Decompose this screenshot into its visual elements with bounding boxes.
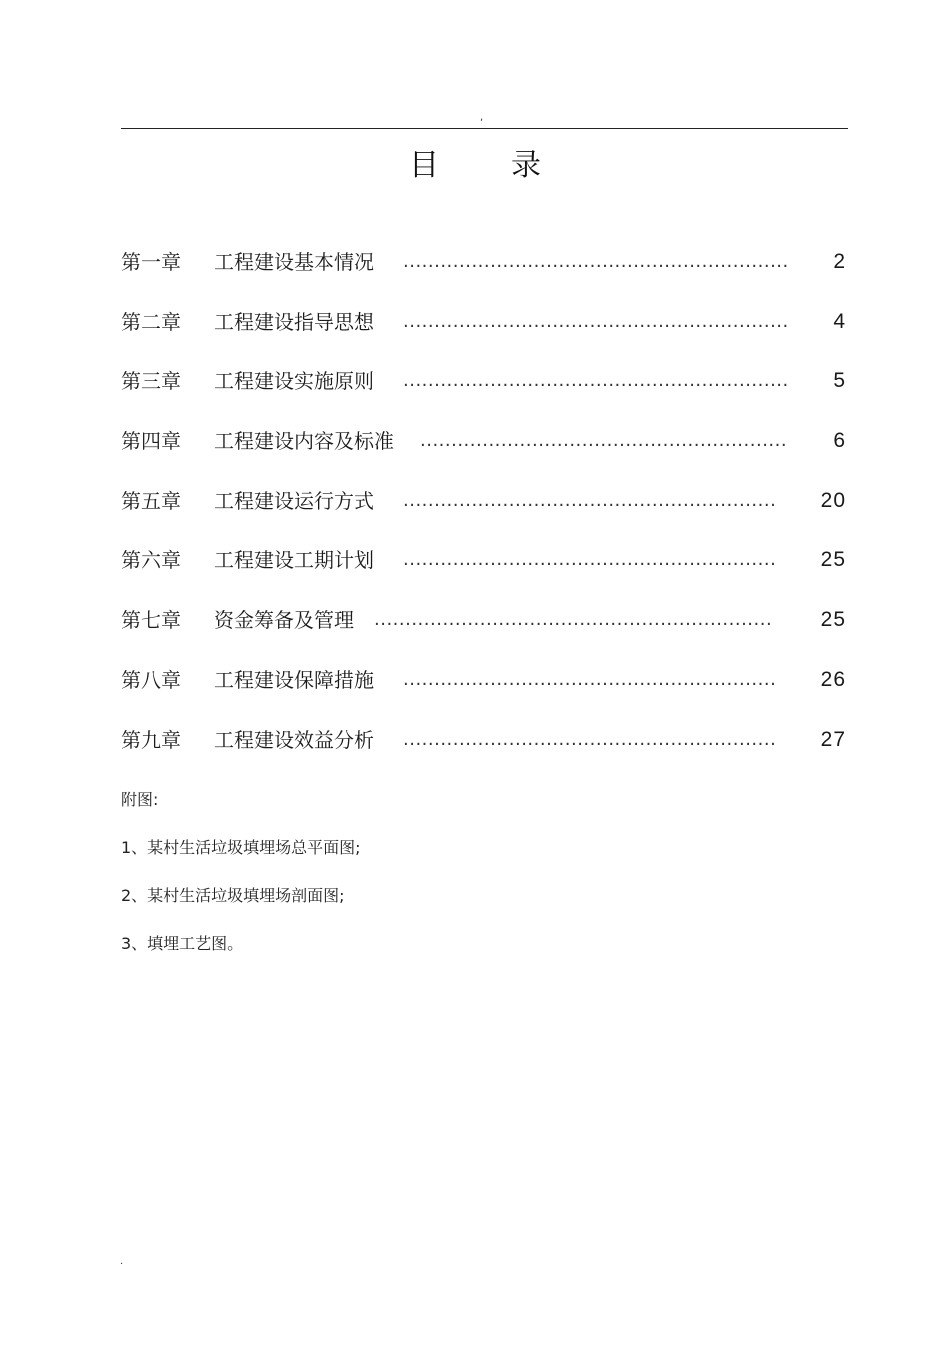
toc-chapter-title: 工程建设工期计划 bbox=[214, 548, 374, 573]
toc-chapter-number: 第四章 bbox=[121, 429, 181, 454]
toc-leader-dots: ................................................................ bbox=[374, 609, 773, 631]
appendix-item: 3、填埋工艺图。 bbox=[121, 934, 244, 953]
toc-chapter-number: 第一章 bbox=[121, 250, 181, 274]
toc-page-number: 20 bbox=[820, 488, 846, 512]
toc-entry[interactable] bbox=[121, 598, 846, 658]
toc-page-number: 4 bbox=[833, 309, 846, 333]
toc-chapter-number: 第九章 bbox=[121, 727, 181, 752]
toc-leader-dots: ............................................................ bbox=[403, 549, 777, 571]
toc-entry[interactable] bbox=[121, 300, 846, 360]
toc-chapter-number: 第七章 bbox=[121, 608, 181, 633]
toc-chapter-title: 工程建设运行方式 bbox=[214, 488, 374, 513]
toc-page-number: 5 bbox=[833, 369, 846, 393]
toc-leader-dots: .............................................................. bbox=[403, 310, 789, 332]
toc-leader-dots: ............................................................ bbox=[403, 728, 777, 750]
header-rule bbox=[121, 128, 848, 129]
toc-leader-dots: ............................................................ bbox=[403, 489, 777, 511]
appendix-item: 1、某村生活垃圾填埋场总平面图; bbox=[121, 838, 361, 857]
toc-chapter-title: 资金筹备及管理 bbox=[214, 608, 354, 633]
toc-entry[interactable] bbox=[121, 419, 846, 479]
appendix-heading: 附图: bbox=[121, 790, 159, 809]
toc-chapter-title: 工程建设内容及标准 bbox=[214, 429, 394, 454]
toc-chapter-title: 工程建设实施原则 bbox=[214, 369, 374, 394]
toc-page-number: 25 bbox=[820, 548, 846, 572]
toc-entry[interactable] bbox=[121, 240, 846, 300]
appendix-list bbox=[121, 788, 361, 980]
toc-chapter-number: 第二章 bbox=[121, 309, 181, 334]
toc-leader-dots: ............................................................ bbox=[403, 668, 777, 690]
toc-chapter-number: 第三章 bbox=[121, 369, 181, 394]
toc-page-number: 26 bbox=[820, 667, 846, 691]
toc-entry[interactable] bbox=[121, 359, 846, 419]
toc-page-number: 25 bbox=[820, 608, 846, 632]
toc-entry[interactable] bbox=[121, 479, 846, 539]
toc-leader-dots: ........................................................... bbox=[420, 430, 788, 452]
toc-entry[interactable] bbox=[121, 538, 846, 598]
footer-mark: . bbox=[120, 1256, 124, 1267]
toc-chapter-number: 第八章 bbox=[121, 667, 181, 692]
toc-page-number: 2 bbox=[833, 250, 846, 273]
toc-chapter-title: 工程建设保障措施 bbox=[214, 667, 374, 692]
toc-chapter-title: 工程建设指导思想 bbox=[214, 309, 374, 334]
toc-chapter-title: 工程建设基本情况 bbox=[214, 250, 374, 274]
header-mark: , bbox=[480, 112, 484, 123]
toc-chapter-title: 工程建设效益分析 bbox=[214, 727, 374, 752]
table-of-contents bbox=[121, 240, 846, 777]
page-title: 目录 bbox=[409, 148, 613, 183]
toc-page-number: 6 bbox=[833, 429, 846, 453]
toc-chapter-number: 第六章 bbox=[121, 548, 181, 573]
toc-leader-dots: .............................................................. bbox=[403, 370, 789, 392]
toc-leader-dots: .............................................................. bbox=[403, 251, 789, 272]
toc-entry[interactable] bbox=[121, 658, 846, 718]
toc-chapter-number: 第五章 bbox=[121, 488, 181, 513]
toc-page-number: 27 bbox=[820, 727, 846, 751]
toc-entry[interactable] bbox=[121, 718, 846, 778]
appendix-item: 2、某村生活垃圾填埋场剖面图; bbox=[121, 886, 345, 905]
